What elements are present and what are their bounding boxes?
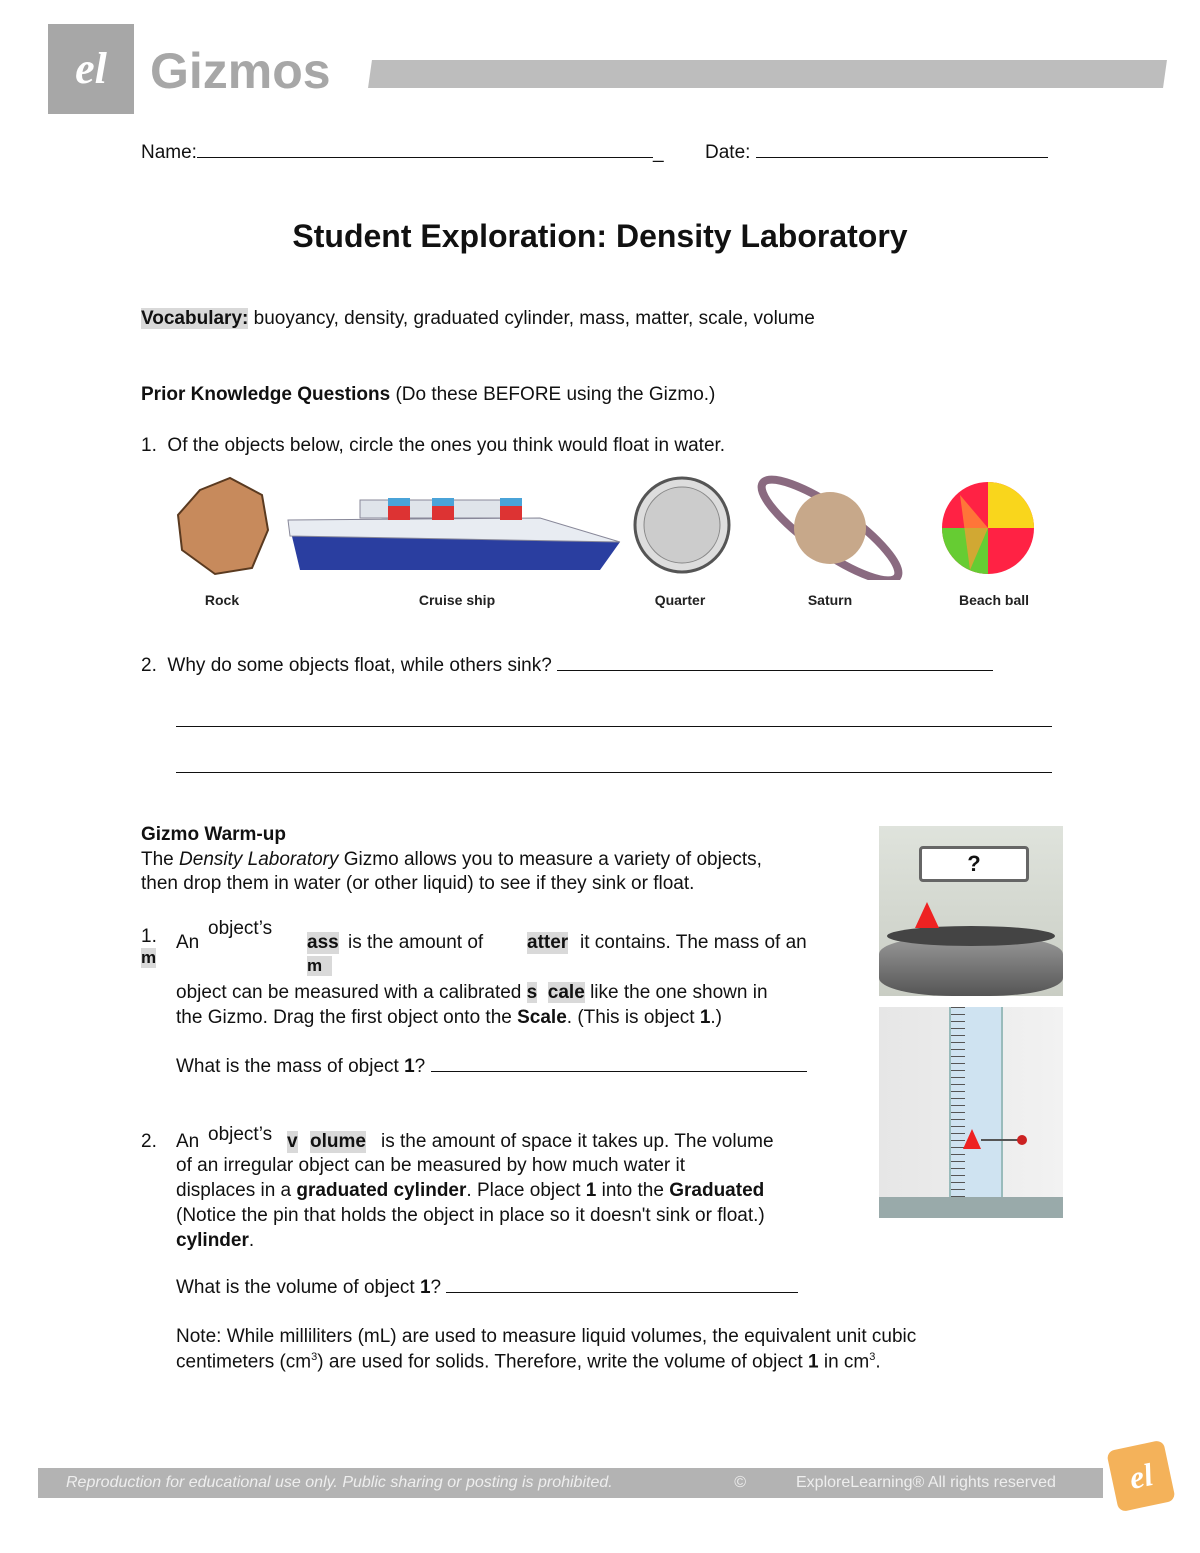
prior-q1: 1. Of the objects below, circle the ones you think would float in water.	[141, 435, 726, 456]
caption-cruise-ship: Cruise ship	[418, 592, 496, 608]
caption-beach-ball: Beach ball	[958, 592, 1030, 608]
warmup-intro-2: then drop them in water (or other liquid) to see if they sink or float.	[141, 873, 695, 894]
scale-gizmo-image	[879, 826, 1063, 996]
graduated-cylinder-gizmo-image	[879, 1007, 1063, 1218]
volume-question: What is the volume of object 1?	[176, 1277, 798, 1299]
prior-q2: 2. Why do some objects float, while others sink?	[141, 655, 993, 677]
mass-question: What is the mass of object 1?	[176, 1056, 807, 1078]
cruise-ship-image	[288, 498, 620, 570]
name-field[interactable]: Name: _	[141, 142, 664, 163]
rock-image	[178, 478, 268, 574]
caption-quarter: Quarter	[654, 592, 706, 608]
page-title: Student Exploration: Density Laboratory	[292, 218, 908, 254]
beach-ball-image	[942, 482, 1034, 574]
gizmos-logo-mark: el	[48, 24, 134, 114]
gizmos-logo-text: Gizmos	[150, 43, 331, 99]
explorelearning-logo: el	[1106, 1440, 1176, 1513]
worksheet-page: el Gizmos Name: _ Date: Student Exploration: Density Laboratory Vocabulary: buoyancy, density, graduated cylinder, mass, matter, scale, volume Prior Knowledge Questions (Do these BEFORE using the Gizmo.) 1. Of the objects below, circle the ones you think would float in water. Rock Cruise ship Quarter Saturn Beach ball 2. Why do some objects float, while others sink? Gizmo Warm-up The Density Laboratory Gizmo allows you to measure a variety of objects, then drop them in water (or other liquid) to see if they sink or float. 1. m An object’s ass m is the amount of atter it contains. The mass of an object can be measured with a calibrated s cale like the one shown in the Gizmo. Drag the first object onto the Scale. (This is object 1.) What is the mass of object 1? 2. An object’s v olume is the amount of space it takes up. The volume of an irregular object can be measured by how much water it displaces in a graduated cylinder. Place object 1 into the Graduated (Notice the pin that holds the object in place so it doesn't sink or float.) cylinder. What is the volume of object 1? Note: While milliliters (mL) are used to measure liquid volumes, the equivalent unit cubic centimeters $(cm^3)$ are used for solids. Therefore, write the volume of object 1 in $cm^3$. ? Reproduction for educational use only. Public sharing or posting is prohibited. © ExploreLearning® All rights reserved el	[0, 0, 1200, 1553]
saturn-image	[750, 470, 910, 580]
caption-rock: Rock	[204, 592, 240, 608]
mass-answer-line[interactable]	[431, 1071, 807, 1072]
vocabulary: Vocabulary: buoyancy, density, graduated cylinder, mass, matter, scale, volume	[141, 308, 815, 329]
warmup-heading: Gizmo Warm-up	[141, 824, 286, 845]
prior-heading: Prior Knowledge Questions (Do these BEFORE using the Gizmo.)	[141, 384, 716, 405]
objects-illustration	[170, 470, 1050, 580]
date-field[interactable]: Date:	[705, 142, 1048, 164]
caption-saturn: Saturn	[807, 592, 853, 608]
header-bar	[368, 60, 1167, 88]
scale-readout: ?	[919, 846, 1029, 882]
footer-bar: Reproduction for educational use only. Public sharing or posting is prohibited. © ExploreLearning® All rights reserved	[38, 1468, 1103, 1498]
answer-line[interactable]	[176, 748, 1052, 773]
answer-line[interactable]	[557, 670, 993, 671]
volume-answer-line[interactable]	[446, 1292, 798, 1293]
answer-line[interactable]	[176, 702, 1052, 727]
quarter-image	[635, 478, 729, 572]
warmup-intro: The Density Laboratory Gizmo allows you to measure a variety of objects,	[141, 849, 762, 870]
